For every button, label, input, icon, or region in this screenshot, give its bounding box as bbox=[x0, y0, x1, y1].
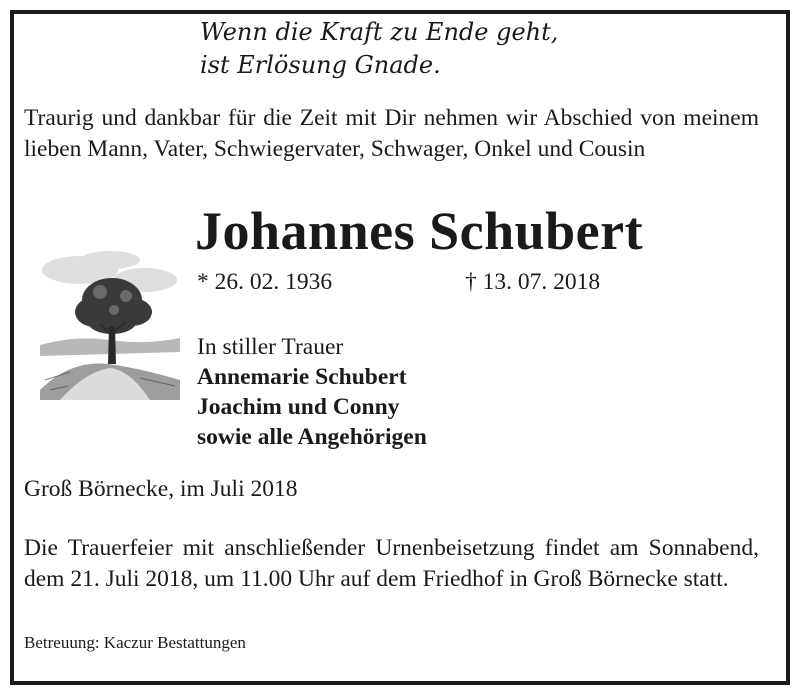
intro-text: Traurig und dankbar für die Zeit mit Dir nehmen wir Abschied von meinem lieben Mann, Vater, Schwiegervater, Schwager, Onkel und Cousin bbox=[24, 105, 759, 162]
mourner-name: Joachim und Conny bbox=[197, 394, 400, 420]
motto bbox=[200, 16, 558, 82]
death-date: † 13. 07. 2018 bbox=[465, 269, 601, 295]
deceased-name: Johannes Schubert bbox=[195, 201, 644, 261]
mourner-name: Annemarie Schubert bbox=[197, 364, 407, 390]
motto-line-2: ist Erlösung Gnade. bbox=[200, 51, 441, 79]
tree-landscape-icon bbox=[40, 240, 180, 400]
funeral-notice: Die Trauerfeier mit anschließender Urnenbeisetzung findet am Sonnabend, dem 21. Juli 2018, um 11.00 Uhr auf dem Friedhof in Groß Börnecke statt. bbox=[24, 535, 759, 592]
motto-line-1: Wenn die Kraft zu Ende geht, bbox=[200, 18, 559, 46]
mourner-name: sowie alle Angehörigen bbox=[197, 424, 427, 450]
birth-date: * 26. 02. 1936 bbox=[197, 269, 333, 295]
undertaker-credit: Betreuung: Kaczur Bestattungen bbox=[24, 633, 246, 652]
place-date: Groß Börnecke, im Juli 2018 bbox=[24, 476, 298, 502]
mourners-block bbox=[197, 332, 427, 452]
mourners-heading: In stiller Trauer bbox=[197, 334, 344, 360]
